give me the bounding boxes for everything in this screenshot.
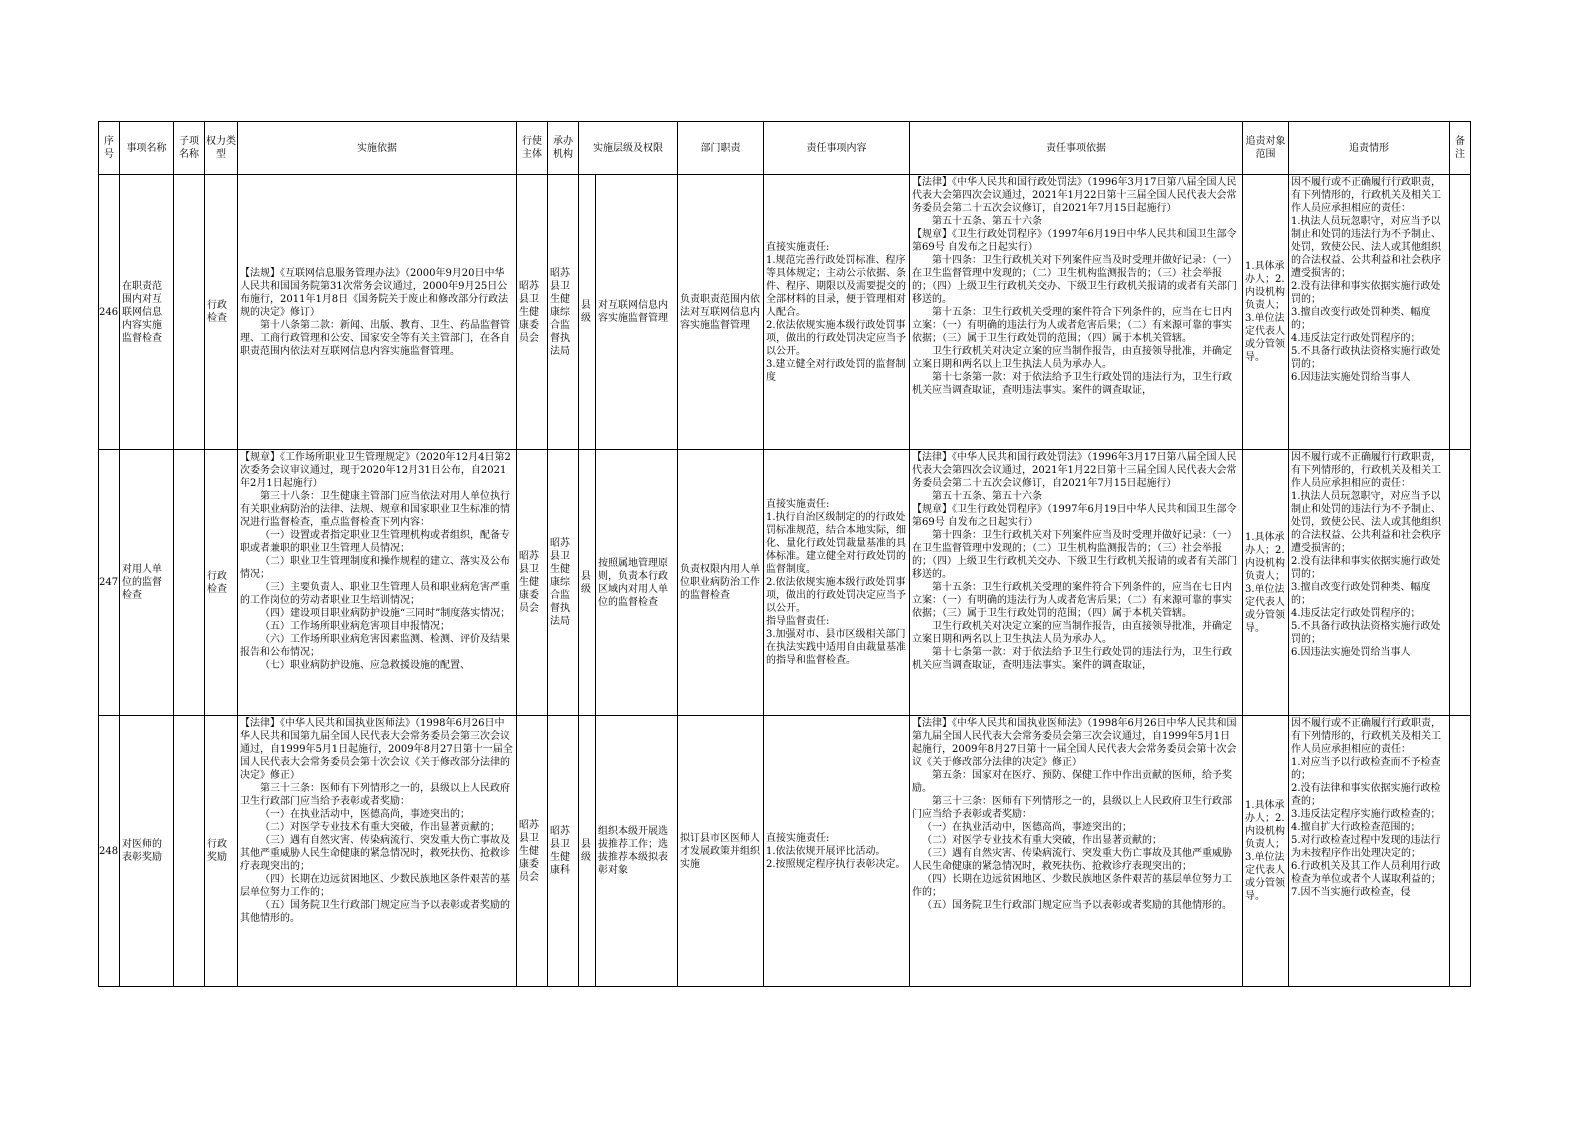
header-power-type: 权力类型 — [205, 122, 238, 175]
paragraph: （五）国务院卫生行政部门规定应当予以表彰或者奖励的其他情形的。 — [922, 900, 1232, 911]
paragraph: 2.依法依规实施本级行政处罚事项，做出的行政处罚决定应当予以公开。 — [766, 319, 906, 357]
paragraph: 直接实施责任: — [766, 832, 830, 844]
paragraph: 【规章】《卫生行政处罚程序》（1997年6月19日中华人民共和国卫生部令第69号 自发布之日起实行） — [912, 504, 1237, 528]
row-level-tier: 县级 — [579, 450, 596, 716]
paragraph: 第三十八条：卫生健康主管部门应当依法对用人单位执行有关职业病防治的法律、法规、规章和国家职业卫生标准的情况进行监督检查，重点监督检查下列内容： — [240, 491, 510, 528]
paragraph: 【法规】《互联网信息服务管理办法》（2000年9月20日中华人民共和国国务院第31次常务会议通过，2000年9月25日公布施行，2011年1月8日《国务院关于废止和修改部分行政法规的决定》修订） — [240, 267, 509, 318]
circumstances-text — [1291, 451, 1447, 659]
paragraph: （四）建设项目职业病防护设施“三同时”制度落实情况； — [260, 608, 511, 619]
row-seq: 246 — [99, 175, 120, 450]
row-remarks — [1450, 716, 1471, 987]
paragraph: （二）职业卫生管理制度和操作规程的建立、落实及公布情况； — [240, 556, 510, 580]
paragraph: 5.不具备行政执法资格实施行政处罚的； — [1291, 346, 1441, 370]
paragraph: 【规章】《卫生行政处罚程序》（1997年6月19日中华人民共和国卫生部令第69号 自发布之日起实行） — [912, 229, 1237, 253]
row-sub-item — [174, 450, 205, 716]
header-remarks: 备注 — [1450, 122, 1471, 175]
row-power-type: 行政检查 — [205, 175, 238, 450]
resp-basis-text — [912, 176, 1240, 397]
table-row — [99, 175, 1471, 450]
paragraph: （六）工作场所职业病危害因素监测、检测、评价及结果报告和公布情况； — [240, 634, 510, 658]
paragraph: （二）对医学专业技术有重大突破，作出显著贡献的； — [260, 822, 500, 833]
row-duty: 拟订县市区医师人才发展政策并组织实施 — [678, 716, 764, 987]
paragraph: 因不履行或不正确履行行政职责，有下列情形的，行政机关及相关工作人员应承担相应的责任： — [1291, 718, 1441, 755]
row-item-name: 对用人单位的监督检查 — [120, 450, 174, 716]
header-basis: 实施依据 — [238, 122, 517, 175]
paragraph: 因不履行或不正确履行行政职责，有下列情形的，行政机关及相关工作人员应承担相应的责任： — [1291, 177, 1441, 214]
row-basis — [238, 716, 517, 987]
paragraph: 2.没有法律和事实依据实施行政处罚的； — [1291, 281, 1441, 305]
row-resp-basis — [910, 450, 1243, 716]
header-item-name: 事项名称 — [120, 122, 174, 175]
row-subject: 昭苏县卫生健康委员会 — [517, 175, 548, 450]
paragraph: 【法律】《中华人民共和国执业医师法》（1998年6月26日中华人民共和国第九届全国人民代表大会常务委员会第三次会议通过，自1999年5月1日起施行，2009年8月27日第十一届全国人民代表大会常务委员会第十次会议《关于修改部分法律的决定》修正） — [912, 718, 1237, 768]
header-level: 实施层级及权限 — [579, 122, 678, 175]
paragraph: 卫生行政机关对决定立案的应当制作报告，由直接领导批准，并确定立案日期和两名以上卫生执法人员为承办人。 — [912, 621, 1232, 645]
row-sub-item — [174, 175, 205, 450]
row-item-name: 在职责范围内对互联网信息内容实施监督检查 — [120, 175, 174, 450]
paragraph: 第十七条第一款：对于依法给予卫生行政处罚的违法行为，卫生行政机关应当调查取证，查明违法事实。案件的调查取证， — [912, 372, 1232, 396]
paragraph: 3.擅自改变行政处罚种类、幅度的； — [1291, 307, 1431, 331]
row-power-type: 行政检查 — [205, 450, 238, 716]
row-remarks — [1450, 175, 1471, 450]
row-accountable: 1.具体承办人；2.内设机构负责人；3.单位法定代表人或分管领导。 — [1243, 175, 1289, 450]
paragraph: 2.没有法律和事实依据实施行政处罚的； — [1291, 556, 1441, 580]
paragraph: 第十五条：卫生行政机关受理的案件符合下列条件的，应当在七日内立案：（一）有明确的违法行为人或者危害后果；（二）有来源可靠的事实依据；（三）属于卫生行政处罚的范围；（四）属于本机关管辖。 — [912, 307, 1232, 344]
paragraph: 【法律】《中华人民共和国行政处罚法》（1996年3月17日第八届全国人民代表大会第四次会议通过，2021年1月22日第十三届全国人民代表大会常务委员会第二十五次会议修订，自2021年7月15日起施行） — [912, 452, 1237, 489]
row-basis — [238, 450, 517, 716]
paragraph: 1.执法人员玩忽职守，对应当予以制止和处罚的违法行为不予制止、处罚，致使公民、法人或其他组织的合法权益、公共利益和社会秩序遭受损害的； — [1291, 491, 1441, 554]
basis-text — [240, 267, 514, 358]
row-resp-basis — [910, 175, 1243, 450]
basis-text — [240, 451, 514, 672]
row-seq: 248 — [99, 716, 120, 987]
resp-content-text — [766, 498, 907, 667]
paragraph: （五）国务院卫生行政部门规定应当予以表彰或者奖励的其他情形的。 — [240, 900, 510, 924]
paragraph: 7.因不当实施行政检查，侵 — [1291, 887, 1411, 898]
paragraph: 指导监督责任: — [766, 616, 830, 627]
paragraph: 2.按照规定程序执行表彰决定。 — [766, 858, 906, 870]
paragraph: 3.加强对市、县市区级相关部门在执法实践中适用自由裁量基准的指导和监督检查。 — [766, 629, 906, 666]
paragraph: （一）在执业活动中，医德高尚，事迹突出的； — [922, 822, 1132, 833]
row-level-power: 组织本级开展选拔推荐工作；选拔推荐本级拟表彰对象 — [596, 716, 678, 987]
paragraph: 第五十五条、第五十六条 — [932, 216, 1042, 227]
resp-basis-text — [912, 717, 1240, 912]
header-sub-item: 子项名称 — [174, 122, 205, 175]
paragraph: 直接实施责任: — [766, 499, 830, 510]
paragraph: （四）长期在边远贫困地区、少数民族地区条件艰苦的基层单位努力工作的； — [912, 874, 1232, 898]
row-duty: 负责权限内用人单位职业病防治工作的监督检查 — [678, 450, 764, 716]
row-circumstances — [1289, 716, 1450, 987]
paragraph: 2.没有法律和事实依据实施行政检查的； — [1291, 783, 1441, 807]
row-resp-content — [764, 450, 910, 716]
paragraph: 第三十三条：医师有下列情形之一的，县级以上人民政府卫生行政部门应当给予表彰或者奖励： — [240, 783, 510, 807]
paragraph: （三）主要负责人、职业卫生管理人员和职业病危害严重的工作岗位的劳动者职业卫生培训情况； — [240, 582, 510, 606]
paragraph: 5.不具备行政执法资格实施行政处罚的； — [1291, 621, 1441, 645]
paragraph: 4.擅自扩大行政检查范围的； — [1291, 822, 1421, 833]
paragraph: 【法律】《中华人民共和国行政处罚法》（1996年3月17日第八届全国人民代表大会第四次会议通过，2021年1月22日第十三届全国人民代表大会常务委员会第二十五次会议修订，自2021年7月15日起施行） — [912, 177, 1237, 214]
paragraph: 3.违反法定程序实施行政检查的； — [1291, 809, 1441, 820]
row-power-type: 行政奖励 — [205, 716, 238, 987]
row-subject: 昭苏县卫生健康委员会 — [517, 450, 548, 716]
resp-basis-text — [912, 451, 1240, 672]
paragraph: 6.因违法实施处罚给当事人 — [1291, 647, 1411, 658]
header-resp-basis: 责任事项依据 — [910, 122, 1243, 175]
paragraph: （三）遇有自然灾害、传染病流行、突发重大伤亡事故及其他严重威胁人民生命健康的紧急情况时，救死扶伤、抢救诊疗表现突出的； — [912, 848, 1232, 872]
paragraph: 因不履行或不正确履行行政职责，有下列情形的，行政机关及相关工作人员应承担相应的责任： — [1291, 452, 1441, 489]
row-agency: 昭苏县卫生健康科 — [548, 716, 579, 987]
paragraph: 1.规范完善行政处罚标准、程序等具体规定；主动公示依据、条件、程序、期限以及需要提交的全部材料的目录，便于管理相对人配合。 — [766, 254, 906, 318]
row-resp-content — [764, 175, 910, 450]
row-seq: 247 — [99, 450, 120, 716]
row-circumstances — [1289, 450, 1450, 716]
paragraph: 1.依法依规开展评比活动。 — [766, 845, 886, 857]
row-agency: 昭苏县卫生健康综合监督执法局 — [548, 175, 579, 450]
row-duty: 负责职责范围内依法对互联网信息内容实施监督管理 — [678, 175, 764, 450]
paragraph: 4.违反法定行政处罚程序的； — [1291, 333, 1421, 344]
paragraph: 第五十五条、第五十六条 — [932, 491, 1042, 502]
row-agency: 昭苏县卫生健康综合监督执法局 — [548, 450, 579, 716]
paragraph: （三）遇有自然灾害、传染病流行、突发重大伤亡事故及其他严重威胁人民生命健康的紧急情况时，救死扶伤、抢救诊疗表现突出的； — [240, 835, 510, 872]
header-row — [99, 122, 1471, 175]
paragraph: 3.擅自改变行政处罚种类、幅度的； — [1291, 582, 1431, 606]
basis-text — [240, 717, 514, 925]
paragraph: 5.对行政检查过程中发现的违法行为未按程序作出处理决定的； — [1291, 835, 1441, 859]
paragraph: 【法律】《中华人民共和国执业医师法》（1998年6月26日中华人民共和国第九届全国人民代表大会常务委员会第三次会议通过，自1999年5月1日起施行，2009年8月27日第十一届全国人民代表大会常务委员会第十次会议《关于修改部分法律的决定》修正） — [240, 718, 513, 781]
resp-content-text — [766, 832, 907, 871]
paragraph: （一）设置或者指定职业卫生管理机构或者组织，配备专职或者兼职的职业卫生管理人员情况； — [240, 530, 510, 554]
header-subject: 行使主体 — [517, 122, 548, 175]
paragraph: 4.违反法定行政处罚程序的； — [1291, 608, 1421, 619]
paragraph: 【规章】《工作场所职业卫生管理规定》（2020年12月4日第2次委务会议审议通过，现于2020年12月31日公布，自2021年2月1日起施行） — [240, 452, 511, 489]
row-accountable: 1.具体承办人；2.内设机构负责人；3.单位法定代表人或分管领导。 — [1243, 450, 1289, 716]
paragraph: （四）长期在边远贫困地区、少数民族地区条件艰苦的基层单位努力工作的； — [240, 874, 510, 898]
paragraph: 第三十三条：医师有下列情形之一的，县级以上人民政府卫生行政部门应当给予表彰或者奖励： — [912, 796, 1232, 820]
row-subject: 昭苏县卫生健康委员会 — [517, 716, 548, 987]
header-agency: 承办机构 — [548, 122, 579, 175]
paragraph: （五）工作场所职业病危害项目申报情况； — [260, 621, 450, 632]
header-accountable: 追责对象范围 — [1243, 122, 1289, 175]
header-duty: 部门职责 — [678, 122, 764, 175]
circumstances-text — [1291, 176, 1447, 384]
table-row — [99, 450, 1471, 716]
header-resp-content: 责任事项内容 — [764, 122, 910, 175]
paragraph: 6.行政机关及其工作人员利用行政检查为单位或者个人谋取利益的； — [1291, 861, 1441, 885]
paragraph: 6.因违法实施处罚给当事人 — [1291, 372, 1411, 383]
paragraph: 1.对应当予以行政检查而不予检查的； — [1291, 757, 1441, 781]
row-basis — [238, 175, 517, 450]
paragraph: 直接实施责任: — [766, 241, 830, 253]
paragraph: 2.依法依规实施本级行政处罚事项，做出的行政处罚决定应当予以公开。 — [766, 577, 906, 614]
row-level-tier: 县级 — [579, 175, 596, 450]
row-level-power: 对互联网信息内容实施监督管理 — [596, 175, 678, 450]
resp-content-text — [766, 241, 907, 384]
paragraph: 第十四条：卫生行政机关对下列案件应当及时受理并做好记录：（一）在卫生监督管理中发现的；（二）卫生机构监测报告的；（三）社会举报的；（四）上级卫生行政机关交办、下级卫生行政机关报请的或者有关部门移送的。 — [912, 530, 1237, 580]
circumstances-text — [1291, 717, 1447, 899]
row-level-tier: 县级 — [579, 716, 596, 987]
paragraph: （七）职业病防护设施、应急救援设施的配置、 — [260, 660, 470, 671]
paragraph: 第十五条：卫生行政机关受理的案件符合下列条件的，应当在七日内立案：（一）有明确的违法行为人或者危害后果；（二）有来源可靠的事实依据；（三）属于卫生行政处罚的范围；（四）属于本机关管辖。 — [912, 582, 1232, 619]
paragraph: 第十七条第一款：对于依法给予卫生行政处罚的违法行为，卫生行政机关应当调查取证，查明违法事实。案件的调查取证， — [912, 647, 1232, 671]
paragraph: 第十八条第二款：新闻、出版、教育、卫生、药品监督管理、工商行政管理和公安、国家安全等有关主管部门，在各自职责范围内依法对互联网信息内容实施监督管理。 — [240, 319, 510, 357]
header-circumstances: 追责情形 — [1289, 122, 1450, 175]
row-resp-content — [764, 716, 910, 987]
paragraph: 第十四条：卫生行政机关对下列案件应当及时受理并做好记录：（一）在卫生监督管理中发现的；（二）卫生机构监测报告的；（三）社会举报的；（四）上级卫生行政机关交办、下级卫生行政机关报请的或者有关部门移送的。 — [912, 255, 1237, 305]
row-remarks — [1450, 450, 1471, 716]
row-sub-item — [174, 716, 205, 987]
paragraph: 卫生行政机关对决定立案的应当制作报告，由直接领导批准，并确定立案日期和两名以上卫生执法人员为承办人。 — [912, 346, 1232, 370]
paragraph: 1.执法人员玩忽职守，对应当予以制止和处罚的违法行为不予制止、处罚，致使公民、法人或其他组织的合法权益、公共利益和社会秩序遭受损害的； — [1291, 216, 1441, 279]
paragraph: （二）对医学专业技术有重大突破，作出显著贡献的； — [922, 835, 1162, 846]
row-level-power: 按照属地管理原则，负责本行政区域内对用人单位的监督检查 — [596, 450, 678, 716]
paragraph: 第五条：国家对在医疗、预防、保健工作中作出贡献的医师，给予奖励。 — [912, 770, 1232, 794]
row-item-name: 对医师的表彰奖励 — [120, 716, 174, 987]
paragraph: 1.执行自治区级制定的的行政处罚标准规范，结合本地实际，细化、量化行政处罚裁量基准的具体标准。建立健全对行政处罚的监督制度。 — [766, 512, 906, 575]
paragraph: （一）在执业活动中，医德高尚，事迹突出的； — [260, 809, 470, 820]
header-seq: 序号 — [99, 122, 120, 175]
row-resp-basis — [910, 716, 1243, 987]
paragraph: 3.建立健全对行政处罚的监督制度 — [766, 358, 906, 383]
row-accountable: 1.具体承办人；2.内设机构负责人；3.单位法定代表人或分管领导。 — [1243, 716, 1289, 987]
row-circumstances — [1289, 175, 1450, 450]
table-row — [99, 716, 1471, 987]
power-list-table — [98, 121, 1471, 987]
